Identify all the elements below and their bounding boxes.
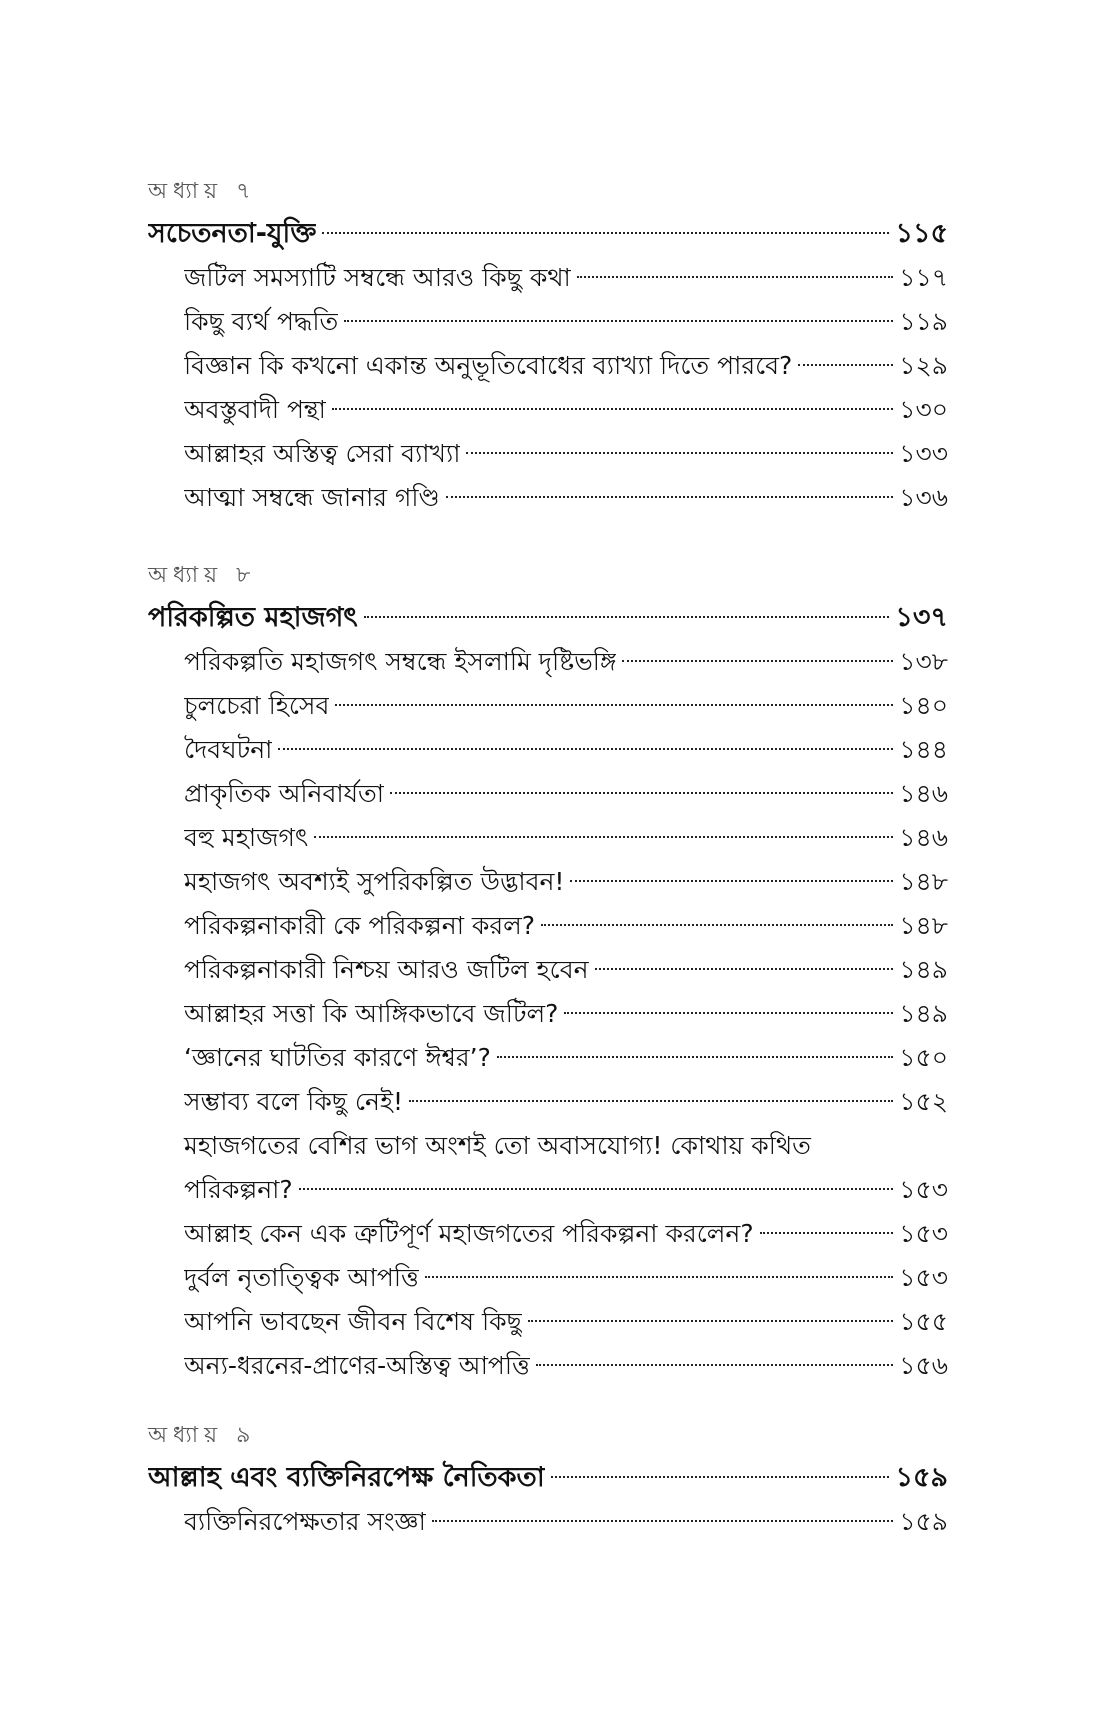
dot-leader	[314, 836, 893, 838]
dot-leader	[760, 1232, 894, 1234]
toc-title: চুলচেরা হিসেব	[184, 691, 330, 720]
toc-entry[interactable]	[148, 1344, 948, 1388]
chapter-label: অধ্যায় ৭	[148, 179, 257, 204]
dot-leader	[335, 704, 893, 706]
toc-entry[interactable]	[148, 1300, 948, 1344]
toc-title: আত্মা সম্বন্ধে জানার গণ্ডি	[184, 483, 440, 512]
toc-entry[interactable]	[148, 300, 948, 344]
toc-main-entry[interactable]	[148, 212, 948, 256]
toc-page-number: ১৩৩	[899, 439, 948, 468]
toc-page-number: ১৩৬	[899, 483, 948, 512]
toc-title: কিছু ব্যর্থ পদ্ধতি	[184, 307, 339, 336]
dot-leader	[425, 1276, 893, 1278]
toc-entry[interactable]	[148, 772, 948, 816]
toc-title: অন্য-ধরনের-প্রাণের-অস্তিত্ব আপত্তি	[184, 1351, 530, 1380]
toc-page-number: ১৫৫	[899, 1307, 948, 1336]
toc-title: আল্লাহর সত্তা কি আঙ্গিকভাবে জটিল?	[184, 999, 559, 1028]
toc-entry[interactable]	[148, 388, 948, 432]
dot-leader	[536, 1364, 893, 1366]
toc-title: সম্ভাব্য বলে কিছু নেই!	[184, 1087, 404, 1116]
toc-main-entry[interactable]	[148, 596, 948, 640]
toc-entry[interactable]	[148, 1080, 948, 1124]
toc-page-number: ১৫৩	[899, 1219, 948, 1248]
toc-title: দুর্বল নৃতাত্ত্বিক আপত্তি	[184, 1263, 419, 1292]
toc-page-number: ১২৯	[899, 351, 948, 380]
toc-entry[interactable]	[148, 728, 948, 772]
toc-title-line2: পরিকল্পনা?	[184, 1175, 293, 1204]
toc-title: আল্লাহ এবং ব্যক্তিনিরপেক্ষ নৈতিকতা	[148, 1462, 545, 1493]
toc-page-number: ১৩৭	[895, 602, 948, 633]
dot-leader	[278, 748, 893, 750]
toc-entry[interactable]	[148, 684, 948, 728]
toc-entry[interactable]	[148, 256, 948, 300]
chapter-7	[148, 172, 948, 520]
toc-page-number: ১৫৯	[895, 1462, 948, 1493]
toc-title-line1: মহাজগতের বেশির ভাগ অংশই তো অবাসযোগ্য! কোথায় কথিত	[184, 1131, 811, 1160]
toc-page-number: ১৫৬	[899, 1351, 948, 1380]
toc-page-number: ১৫০	[899, 1043, 948, 1072]
chapter-label: অধ্যায় ৮	[148, 563, 257, 588]
toc-title: ‘জ্ঞানের ঘাটতির কারণে ঈশ্বর’?	[184, 1043, 491, 1072]
toc-title: আল্লাহর অস্তিত্ব সেরা ব্যাখ্যা	[184, 439, 461, 468]
toc-title: প্রাকৃতিক অনিবার্যতা	[184, 779, 385, 808]
chapter-8	[148, 556, 948, 1388]
toc-title: সচেতনতা-যুক্তি	[148, 218, 317, 249]
toc-page-number: ১৪৮	[899, 867, 948, 896]
toc-title: আল্লাহ কেন এক ত্রুটিপূর্ণ মহাজগতের পরিকল্পনা করলেন?	[184, 1219, 754, 1248]
toc-title: আপনি ভাবছেন জীবন বিশেষ কিছু	[184, 1307, 522, 1336]
toc-title: পরিকল্পতি মহাজগৎ সম্বন্ধে ইসলামি দৃষ্টিভঙ্গি	[184, 647, 617, 676]
chapter-label: অধ্যায় ৯	[148, 1423, 257, 1448]
dot-leader	[528, 1320, 894, 1322]
dot-leader	[570, 880, 893, 882]
dot-leader	[595, 968, 894, 970]
toc-entry[interactable]	[148, 344, 948, 388]
toc-entry[interactable]	[148, 432, 948, 476]
toc-title: পরিকল্পিত মহাজগৎ	[148, 602, 358, 633]
toc-page-number: ১৪০	[899, 691, 948, 720]
toc-page-number: ১১৭	[899, 263, 948, 292]
toc-entry[interactable]	[148, 904, 948, 948]
dot-leader	[322, 232, 889, 234]
toc-page-number: ১৫৩	[899, 1175, 948, 1204]
dot-leader	[332, 408, 893, 410]
toc-page-number: ১৪৬	[899, 779, 948, 808]
toc-title: ব্যক্তিনিরপেক্ষতার সংজ্ঞা	[184, 1507, 426, 1536]
chapter-9	[148, 1416, 948, 1544]
toc-entry[interactable]	[148, 948, 948, 992]
toc-entry[interactable]	[148, 1036, 948, 1080]
toc-entry[interactable]	[148, 860, 948, 904]
toc-title: জটিল সমস্যাটি সম্বন্ধে আরও কিছু কথা	[184, 263, 571, 292]
toc-page-number: ১৫২	[899, 1087, 948, 1116]
dot-leader	[622, 660, 893, 662]
dot-leader	[409, 1100, 893, 1102]
toc-page-number: ১৪৬	[899, 823, 948, 852]
dot-leader	[551, 1476, 890, 1478]
toc-entry[interactable]	[148, 1500, 948, 1544]
dot-leader	[344, 320, 893, 322]
toc-title: অবস্তুবাদী পন্থা	[184, 395, 326, 424]
dot-leader	[564, 1012, 893, 1014]
dot-leader	[497, 1056, 893, 1058]
toc-page-number: ১৩৮	[899, 647, 948, 676]
toc-title: দৈবঘটনা	[184, 735, 273, 764]
toc-entry[interactable]	[148, 992, 948, 1036]
toc-page-number: ১৪৪	[899, 735, 948, 764]
toc-page-number: ১৪৯	[899, 999, 948, 1028]
dot-leader	[299, 1188, 894, 1190]
dot-leader	[446, 496, 894, 498]
toc-page-number: ১৫৩	[899, 1263, 948, 1292]
toc-title: পরিকল্পনাকারী নিশ্চয় আরও জটিল হবেন	[184, 955, 589, 984]
toc-page-number: ১৪৯	[899, 955, 948, 984]
toc-page-number: ১৪৮	[899, 911, 948, 940]
toc-main-entry[interactable]	[148, 1456, 948, 1500]
toc-entry[interactable]	[148, 816, 948, 860]
toc-title: বহু মহাজগৎ	[184, 823, 309, 852]
dot-leader	[390, 792, 893, 794]
dot-leader	[541, 924, 893, 926]
toc-entry[interactable]	[148, 1212, 948, 1256]
dot-leader	[364, 616, 890, 618]
toc-title: মহাজগৎ অবশ্যই সুপরিকল্পিত উদ্ভাবন!	[184, 867, 565, 896]
toc-page-number: ১১৯	[899, 307, 948, 336]
toc-page-number: ১৩০	[899, 395, 948, 424]
toc-entry-two-line[interactable]	[148, 1124, 948, 1212]
dot-leader	[798, 364, 893, 366]
toc-entry[interactable]	[148, 640, 948, 684]
toc-title: বিজ্ঞান কি কখনো একান্ত অনুভূতিবোধের ব্যাখ্যা দিতে পারবে?	[184, 351, 793, 380]
dot-leader	[577, 276, 893, 278]
toc-page-number: ১৫৯	[899, 1507, 948, 1536]
toc-entry[interactable]	[148, 476, 948, 520]
toc-page-number: ১১৫	[895, 218, 948, 249]
toc-title: পরিকল্পনাকারী কে পরিকল্পনা করল?	[184, 911, 536, 940]
dot-leader	[432, 1520, 893, 1522]
toc-entry[interactable]	[148, 1256, 948, 1300]
dot-leader	[466, 452, 893, 454]
toc-title-line2-row	[184, 1168, 948, 1212]
